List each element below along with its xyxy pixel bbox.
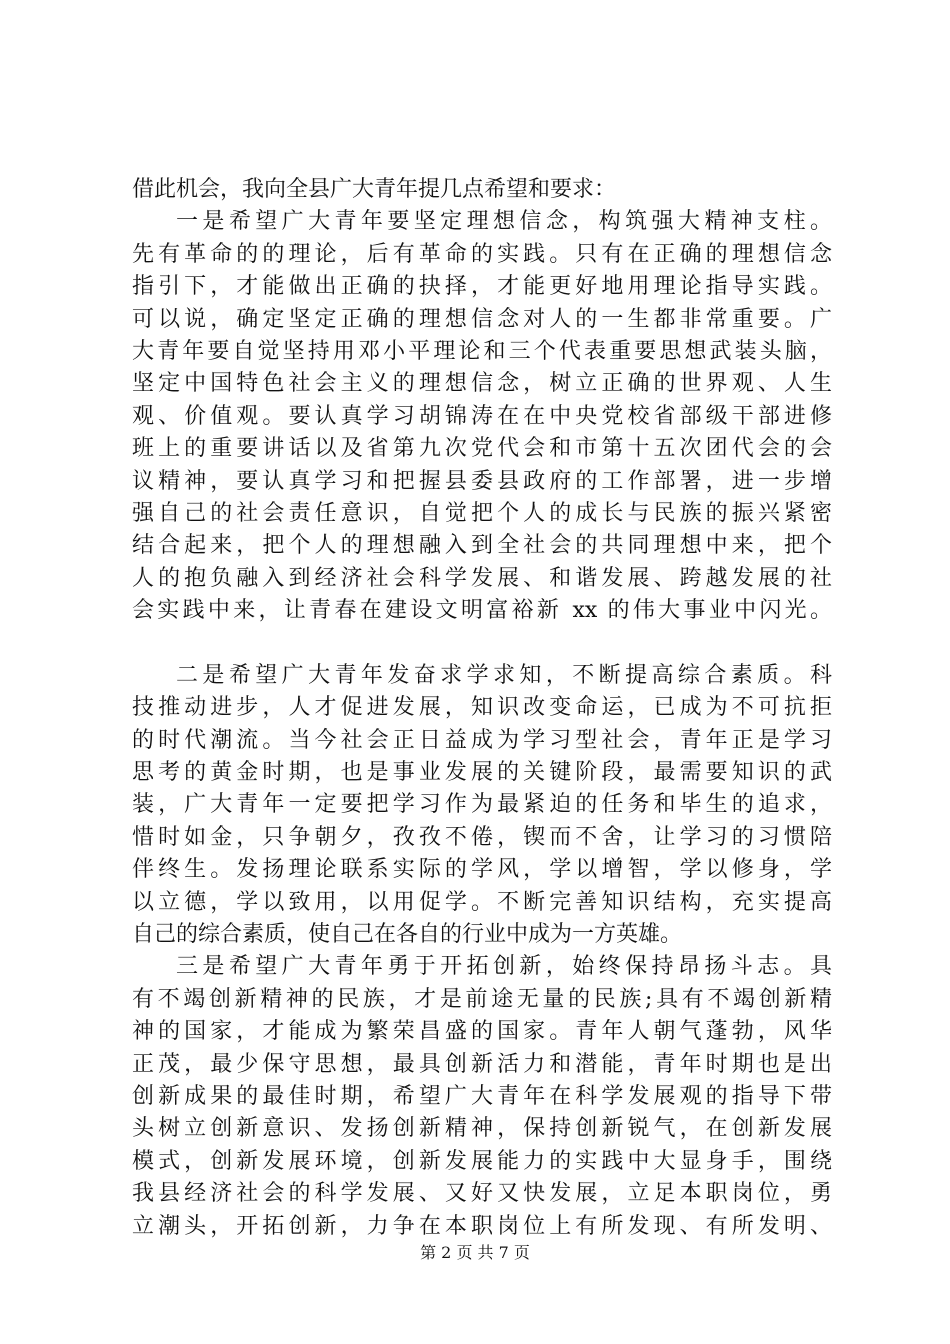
text-line: 技推动进步，人才促进发展，知识改变命运，已成为不可抗拒: [132, 695, 832, 721]
text-line: 装，广大青年一定要把学习作为最紧迫的任务和毕生的追求，: [132, 792, 832, 818]
text-line: 会实践中来，让青春在建设文明富裕新 xx 的伟大事业中闪光。: [132, 598, 832, 624]
text-line: 的时代潮流。当今社会正日益成为学习型社会，青年正是学习: [132, 727, 832, 753]
text-line: 有不竭创新精神的民族，才是前途无量的民族;具有不竭创新精: [132, 986, 832, 1012]
text-line: 人的抱负融入到经济社会科学发展、和谐发展、跨越发展的社: [132, 565, 832, 591]
text-line: 模式，创新发展环境，创新发展能力的实践中大显身手，围绕: [132, 1148, 832, 1174]
text-line: 强自己的社会责任意识，自觉把个人的成长与民族的振兴紧密: [132, 500, 832, 526]
text-line: 正茂，最少保守思想，最具创新活力和潜能，青年时期也是出: [132, 1051, 832, 1077]
text-line: 大青年要自觉坚持用邓小平理论和三个代表重要思想武装头脑，: [132, 338, 832, 364]
text-line: 伴终生。发扬理论联系实际的学风，学以增智，学以修身，学: [132, 857, 832, 883]
body-text: [132, 174, 832, 1243]
blank-line: [132, 627, 832, 659]
page-footer: 第 2 页 共 7 页: [420, 1243, 530, 1262]
text-line: 自己的综合素质，使自己在各自的行业中成为一方英雄。: [132, 921, 683, 947]
text-line: 惜时如金，只争朝夕，孜孜不倦，锲而不舍，让学习的习惯陪: [132, 824, 832, 850]
text-line: 先有革命的的理论，后有革命的实践。只有在正确的理想信念: [132, 241, 832, 267]
text-line: 观、价值观。要认真学习胡锦涛在在中央党校省部级干部进修: [132, 403, 832, 429]
text-line: 我县经济社会的科学发展、又好又快发展，立足本职岗位，勇: [132, 1181, 832, 1207]
paragraph-1-first-line: 一是希望广大青年要坚定理想信念，构筑强大精神支柱。: [176, 209, 832, 235]
text-line: 头树立创新意识、发扬创新精神，保持创新锐气，在创新发展: [132, 1116, 832, 1142]
paragraph-2-first-line: 二是希望广大青年发奋求学求知，不断提高综合素质。科: [176, 662, 832, 688]
text-line: 指引下，才能做出正确的抉择，才能更好地用理论指导实践。: [132, 274, 832, 300]
text-line: 结合起来，把个人的理想融入到全社会的共同理想中来，把个: [132, 533, 832, 559]
paragraph-3-first-line: 三是希望广大青年勇于开拓创新，始终保持昂扬斗志。具: [176, 954, 832, 980]
text-line: 议精神，要认真学习和把握县委县政府的工作部署，进一步增: [132, 468, 832, 494]
text-line: 可以说，确定坚定正确的理想信念对人的一生都非常重要。广: [132, 306, 832, 332]
text-line: 思考的黄金时期，也是事业发展的关键阶段，最需要知识的武: [132, 760, 832, 786]
text-line: 创新成果的最佳时期，希望广大青年在科学发展观的指导下带: [132, 1083, 832, 1109]
text-line: 神的国家，才能成为繁荣昌盛的国家。青年人朝气蓬勃，风华: [132, 1019, 832, 1045]
text-line: 以立德，学以致用，以用促学。不断完善知识结构，充实提高: [132, 889, 832, 915]
text-line: 班上的重要讲话以及省第九次党代会和市第十五次团代会的会: [132, 436, 832, 462]
text-line: 坚定中国特色社会主义的理想信念，树立正确的世界观、人生: [132, 371, 832, 397]
text-line: 立潮头，开拓创新，力争在本职岗位上有所发现、有所发明、: [132, 1213, 832, 1239]
text-line: 借此机会，我向全县广大青年提几点希望和要求：: [132, 177, 617, 202]
